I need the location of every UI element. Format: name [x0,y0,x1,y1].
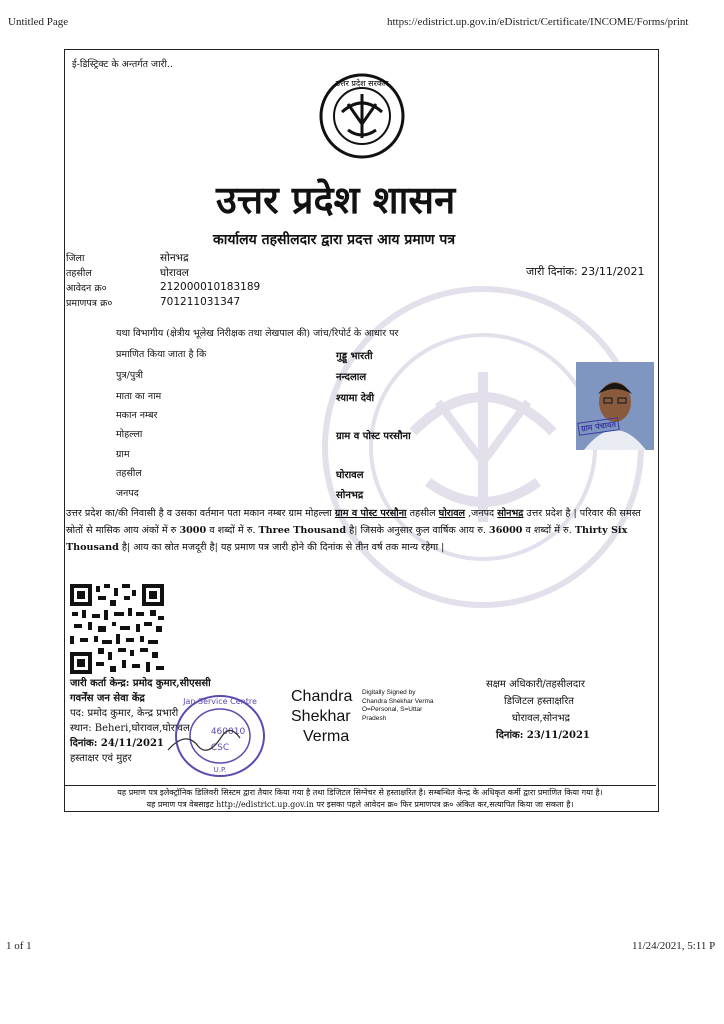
house-label: मकान नम्बर [116,410,158,421]
issue-date: जारी दिनांक: 23/11/2021 [526,265,645,278]
issuer-place: स्थान: Beheri,घोरावल,घोरावल [70,723,190,734]
certified-label: प्रमाणित किया जाता है कि [116,349,207,360]
field-tehsil-value: घोरावल [336,470,364,481]
footer-note: यह प्रमाण पत्र इलेक्ट्रॉनिक डिलिवरी सिस्टम द्वारा तैयार किया गया है तथा डिजिटल सिग्नेचर से हस्ताक्षरित है। सम्बन्धित केन्द्र के अधिकृत कर्मी द्वारा प्रमाणित किया गया है। [117,788,603,797]
page-url[interactable]: https://edistrict.up.gov.in/eDistrict/Certificate/INCOME/Forms/print [387,16,689,28]
father-name: नन्दलाल [336,372,367,383]
verification-note: यह प्रमाण पत्र वेबसाइट http://edistrict.up.gov.in पर इसका पहले आवेदन क्र० फिर प्रमाणपत्र क्र० अंकित कर,सत्यापित किया जा सकता है। [146,800,574,809]
village-label: ग्राम [116,449,130,460]
government-title: उत्तर प्रदेश शासन [216,178,456,222]
mother-name: श्यामा देवी [336,393,375,404]
tehsil-label: तहसील [66,268,92,279]
svg-text:U.P.: U.P. [213,766,227,774]
authority-date: दिनांक: 23/11/2021 [496,730,590,741]
print-datetime: 11/24/2021, 5:11 P [632,940,716,952]
authority-title: सक्षम अधिकारी/तहसीलदार [486,679,585,690]
application-label: आवेदन क्र० [66,283,107,294]
issuer-center: जारी कर्ता केन्द्र: प्रमोद कुमार,सीएससी [70,678,211,689]
district-value: सोनभद्र [160,252,189,264]
janpad-label: जनपद [116,488,139,499]
csc-stamp-icon [158,690,268,785]
photo-stamp: ग्राम पंचायत [577,417,619,436]
income-paragraph: उत्तर प्रदेश का/की निवासी है व उसका वर्तमान पता मकान नम्बर ग्राम मोहल्ला ग्राम व पोस्ट परसौना तहसील घोरावल ,जनपद सोनभद्र उत्तर प्रदेश है | परिवार की समस्त स्रोतों से मासिक आय अंकों में रु 3000 व शब्दों में रु. Three Thousand है| जिसके अनुसार कुल वार्षिक आय रु. 36000 व शब्दों में रु. Thirty Six Thousand है| आय का स्रोत मजदूरी है| यह प्रमाण पत्र जारी होने की दिनांक से तीन वर्ष तक मान्य रहेगा | [66,508,641,553]
janpad-value: सोनभद्र [336,490,364,501]
top-note: ई-डिस्ट्रिक्ट के अन्तर्गत जारी.. [72,59,173,70]
issuer-date: दिनांक: 24/11/2021 [70,738,164,749]
authority-block [486,676,590,744]
applicant-photo [576,362,654,450]
district-label: जिला [66,253,85,264]
svg-text:CSC: CSC [210,743,230,753]
digital-signature-details: Digitally Signed by Chandra Shekhar Verma O=Personal, S=Uttar Pradesh [362,689,434,722]
issuer-post: पद: प्रमोद कुमार, केन्द्र प्रभारी [70,708,179,719]
certificate-number: 701211031347 [160,296,241,308]
issuer-center-2: गवर्नेंस जन सेवा केंद्र [70,693,145,704]
up-emblem-icon [318,72,406,160]
certificate-subtitle: कार्यालय तहसीलदार द्वारा प्रदत्त आय प्रमाण पत्र [213,232,456,248]
child-of-label: पुत्र/पुत्री [116,370,143,381]
mohalla-value: ग्राम व पोस्ट परसौना [336,431,411,442]
authority-digital: डिजिटल हस्ताक्षरित [504,696,574,707]
mohalla-label: मोहल्ला [116,429,143,440]
intro-text: यथा विभागीय (क्षेत्रीय भूलेख निरीक्षक तथा लेखपाल की) जांच/रिपोर्ट के आधार पर [116,328,399,339]
svg-text:Jan Service Centre: Jan Service Centre [183,697,257,706]
certificate-label: प्रमाणपत्र क्र० [66,298,113,309]
certified-name: गुड्डू भारती [336,351,373,362]
signer-name: Chandra Shekhar Verma [291,688,353,745]
tehsil-value: घोरावल [160,267,189,279]
mother-label: माता का नाम [116,391,162,402]
svg-text:460010: 460010 [210,727,246,737]
page-title: Untitled Page [8,16,69,28]
footer-divider [65,785,656,786]
page-counter: 1 of 1 [6,940,32,952]
emblem-text: उत्तर प्रदेश सरकार [335,79,389,88]
issuer-sign: हस्ताक्षर एवं मुहर [70,753,132,764]
authority-place: घोरावल,सोनभद्र [512,713,570,724]
qr-code [70,584,164,674]
field-tehsil-label: तहसील [116,468,142,479]
application-number: 212000010183189 [160,281,261,293]
